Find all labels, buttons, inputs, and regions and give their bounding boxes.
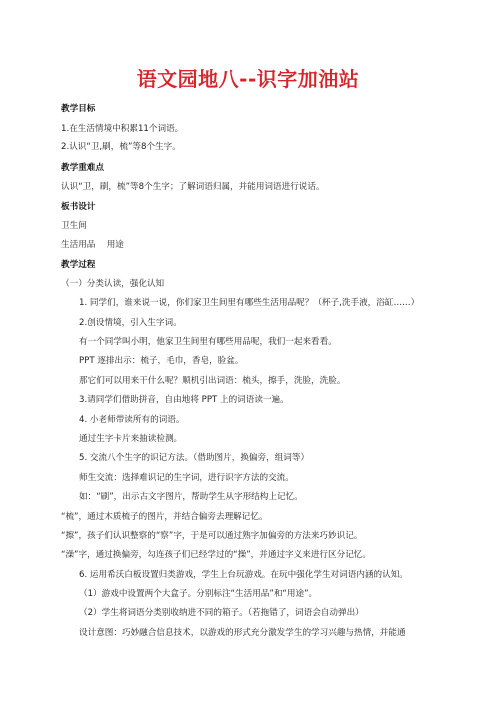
body-text-line: （1）游戏中设置两个大盒子。分别标注“生活用品”和“用途”。 bbox=[79, 589, 318, 599]
body-text-line: 那它们可以用来干什么呢？顺机引出词语：梳头，擦手，洗脸，洗脸。 bbox=[79, 376, 346, 386]
body-text-line: 2.认识“卫,刷，梳”等8个生字。 bbox=[61, 142, 181, 152]
body-text-line: 有一个同学叫小明，他家卫生间里有哪些用品呢，我们一起来看看。 bbox=[79, 337, 337, 347]
section-heading: 教学目标 bbox=[61, 104, 96, 114]
body-text-line: 如：“刷”，出示古文字图片，帮助学生从字形结构上记忆。 bbox=[79, 492, 303, 502]
section-heading: 教学重难点 bbox=[61, 163, 104, 173]
body-text-line: 通过生字卡片来抽读检测。 bbox=[79, 434, 183, 444]
section-heading: 板书设计 bbox=[61, 202, 96, 212]
body-text-line: 卫生间 bbox=[61, 221, 87, 231]
body-text-line: 3.请同学们借助拼音，自由地将 PPT 上的词语读一遍。 bbox=[79, 395, 289, 405]
body-text-line: “擦”，孩子们认识整察的“察”字，于是可以通过熟字加偏旁的方法来巧妙识记。 bbox=[61, 531, 363, 541]
body-text-line: 认识“卫，刷，梳”等8个生字；了解词语归属，并能用词语进行说话。 bbox=[61, 182, 325, 192]
body-text-line: 5. 交流八个生字的识记方法。（借助图片，换偏旁，组词等） bbox=[79, 453, 310, 463]
body-text-line: （一）分类认读，强化认知 bbox=[61, 279, 165, 289]
body-text-line: （2）学生将词语分类别收纳进不同的箱子。（若拖错了，词语会自动弹出） bbox=[79, 608, 364, 618]
body-text-line: 1.在生活情境中积累11个词语。 bbox=[61, 124, 184, 134]
body-text-line: 4. 小老师带读所有的词语。 bbox=[79, 415, 185, 425]
body-text-line: “梳”，通过木质梳子的图片，并结合偏旁去理解记忆。 bbox=[61, 512, 268, 522]
body-text-line: 生活用品 用途 bbox=[61, 240, 124, 250]
body-text-line: 师生交流：选择难识记的生字词，进行识字方法的交流。 bbox=[79, 473, 294, 483]
body-text-line: 6. 运用希沃白板设置归类游戏，学生上台玩游戏。在玩中强化学生对词语内涵的认知。 bbox=[79, 570, 408, 580]
document-title: 语文园地八--识字加油站 bbox=[136, 67, 360, 91]
body-text-line: 2.创设情境，引入生字词。 bbox=[79, 318, 182, 328]
body-text-line: 设计意图：巧妙融合信息技术，以游戏的形式充分激发学生的学习兴趣与热情，并能通 bbox=[79, 628, 406, 638]
section-heading: 教学过程 bbox=[61, 260, 96, 270]
body-text-line: 1. 同学们，谁来说一说，你们家卫生间里有哪些生活用品呢？（杯子,洗手液，浴缸……） bbox=[79, 298, 420, 308]
body-text-line: PPT 逐排出示：梳子，毛巾，香皂，脸盆。 bbox=[79, 356, 244, 366]
body-text-line: “澡”字，通过换偏旁，勾连孩子们已经学过的“操”，并通过字义来进行区分记忆。 bbox=[61, 550, 371, 560]
